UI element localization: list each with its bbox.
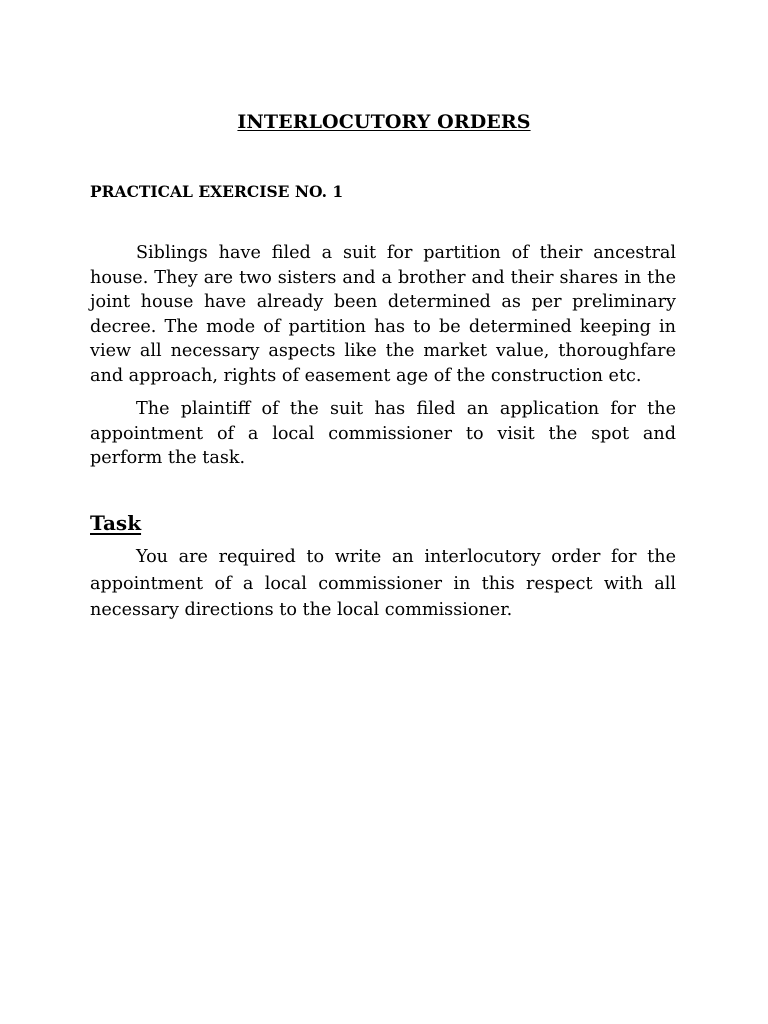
task-heading: Task: [90, 511, 142, 535]
paragraph-siblings: Siblings have filed a suit for partition of their ancestral house. They are two sisters and a brother and their shares in the joint house have already been determined as per preliminary decree. The mode of partition has to be determined keeping in view all necessary aspects like the market value, thoroughfare and approach, rights of easement age of the construction etc.: [90, 243, 676, 386]
task-text: You are required to write an interlocutory order for the appointment of a local commissioner in this respect with all necessary directions to the local commissioner.: [90, 547, 676, 620]
document-title: INTERLOCUTORY ORDERS: [237, 111, 531, 133]
paragraph-plaintiff: The plaintiff of the suit has filed an application for the appointment of a local commissioner to visit the spot and perform the task.: [90, 399, 676, 468]
exercise-heading: PRACTICAL EXERCISE NO. 1: [90, 182, 344, 201]
